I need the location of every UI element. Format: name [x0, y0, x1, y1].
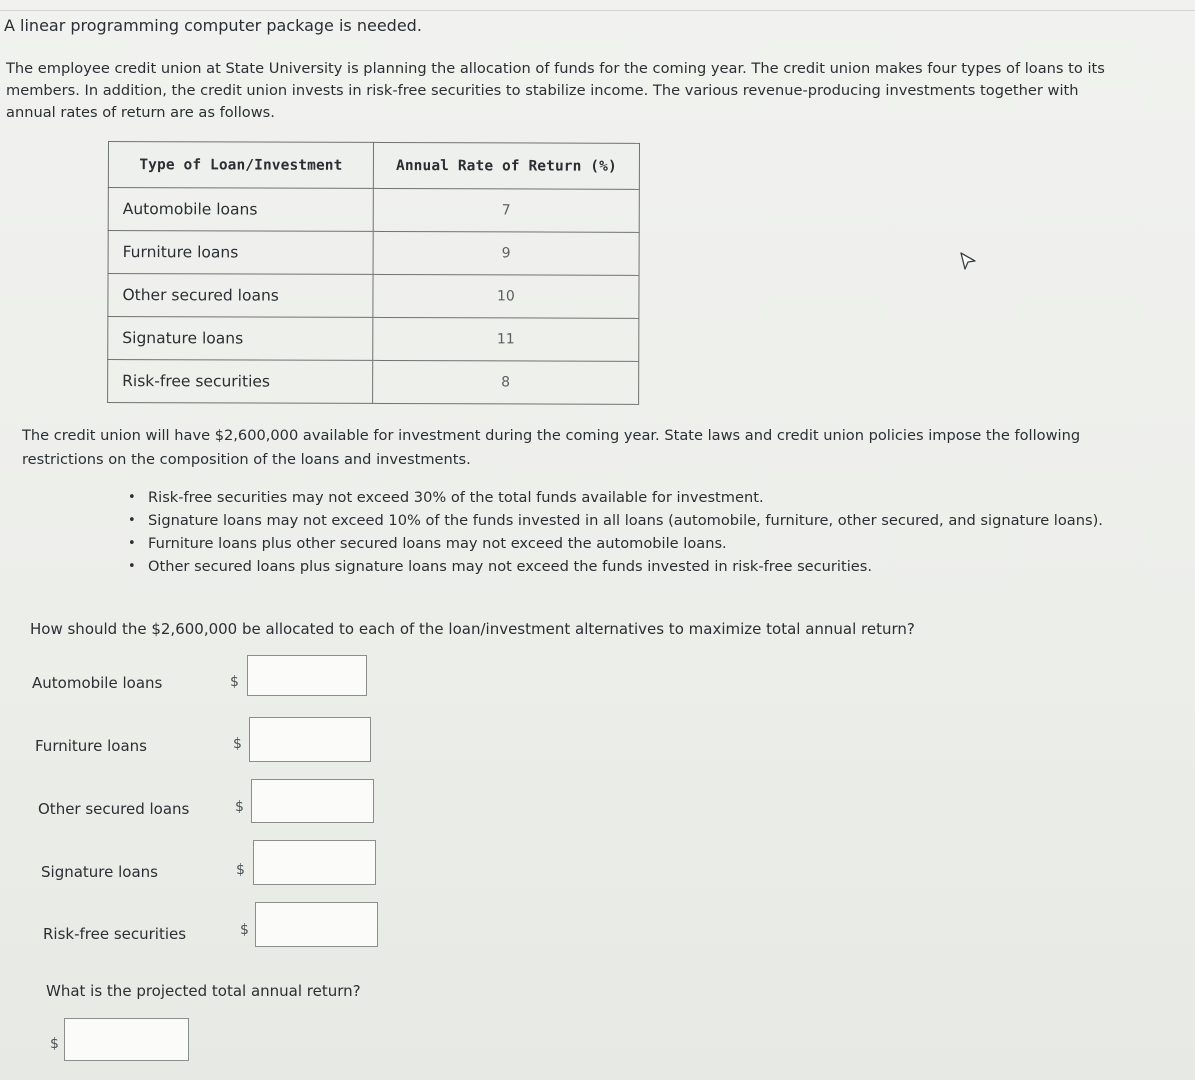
intro-text: A linear programming computer package is needed.	[4, 16, 422, 35]
risk-free-securities-input[interactable]	[255, 902, 378, 947]
label-furniture-loans: Furniture loans	[35, 737, 147, 755]
rates-table	[107, 141, 640, 405]
row-type: Furniture loans	[108, 231, 373, 275]
allocation-question: How should the $2,600,000 be allocated to each of the loan/investment alternatives to maximize total annual return?	[30, 620, 915, 638]
restrictions-list	[128, 486, 1128, 578]
problem-text: The employee credit union at State University is planning the allocation of funds for the coming year. The credit union makes four types of loans to its members. In addition, the credit union invests in risk-free securities to stabilize income. The various revenue-producing investments together with annual rates of return are as follows.	[6, 60, 1105, 121]
list-item: • Other secured loans plus signature loans may not exceed the funds invested in risk-free securities.	[128, 555, 1128, 578]
top-divider	[0, 10, 1195, 11]
dollar-sign: $	[236, 862, 245, 878]
signature-loans-input[interactable]	[253, 840, 376, 885]
row-rate: 11	[373, 317, 639, 361]
row-type: Other secured loans	[108, 274, 373, 318]
header-rate: Annual Rate of Return (%)	[373, 142, 639, 189]
table-row	[108, 231, 639, 276]
label-automobile-loans: Automobile loans	[32, 674, 163, 692]
row-rate: 8	[373, 360, 639, 404]
table-row	[108, 188, 639, 233]
dollar-sign: $	[50, 1036, 59, 1052]
other-secured-loans-input[interactable]	[251, 779, 374, 823]
list-item: • Furniture loans plus other secured loans may not exceed the automobile loans.	[128, 532, 1128, 555]
dollar-sign: $	[230, 674, 239, 690]
label-other-secured-loans: Other secured loans	[38, 800, 190, 818]
row-rate: 10	[373, 274, 639, 318]
table-row	[108, 360, 639, 405]
row-type: Automobile loans	[108, 188, 373, 232]
row-rate: 7	[373, 188, 639, 232]
return-question: What is the projected total annual return?	[46, 982, 361, 1000]
furniture-loans-input[interactable]	[249, 717, 371, 762]
label-risk-free-securities: Risk-free securities	[43, 925, 187, 943]
mouse-pointer-icon	[960, 252, 976, 270]
dollar-sign: $	[235, 799, 244, 815]
table-row	[108, 274, 639, 319]
table-row	[108, 317, 639, 362]
row-type: Signature loans	[108, 317, 373, 361]
dollar-sign: $	[233, 736, 242, 752]
row-type: Risk-free securities	[108, 360, 373, 404]
label-signature-loans: Signature loans	[41, 863, 158, 881]
header-type: Type of Loan/Investment	[108, 142, 373, 189]
table-header-row	[108, 142, 639, 190]
total-return-input[interactable]	[64, 1018, 189, 1061]
automobile-loans-input[interactable]	[247, 655, 367, 696]
list-item: • Risk-free securities may not exceed 30% of the total funds available for investment.	[128, 486, 1128, 509]
dollar-sign: $	[240, 922, 249, 938]
list-item: • Signature loans may not exceed 10% of the funds invested in all loans (automobile, furniture, other secured, and signature loans).	[128, 509, 1128, 532]
row-rate: 9	[373, 231, 639, 275]
funds-text: The credit union will have $2,600,000 available for investment during the coming year. State laws and credit union policies impose the following restrictions on the composition of the loans and investments.	[22, 427, 1081, 468]
